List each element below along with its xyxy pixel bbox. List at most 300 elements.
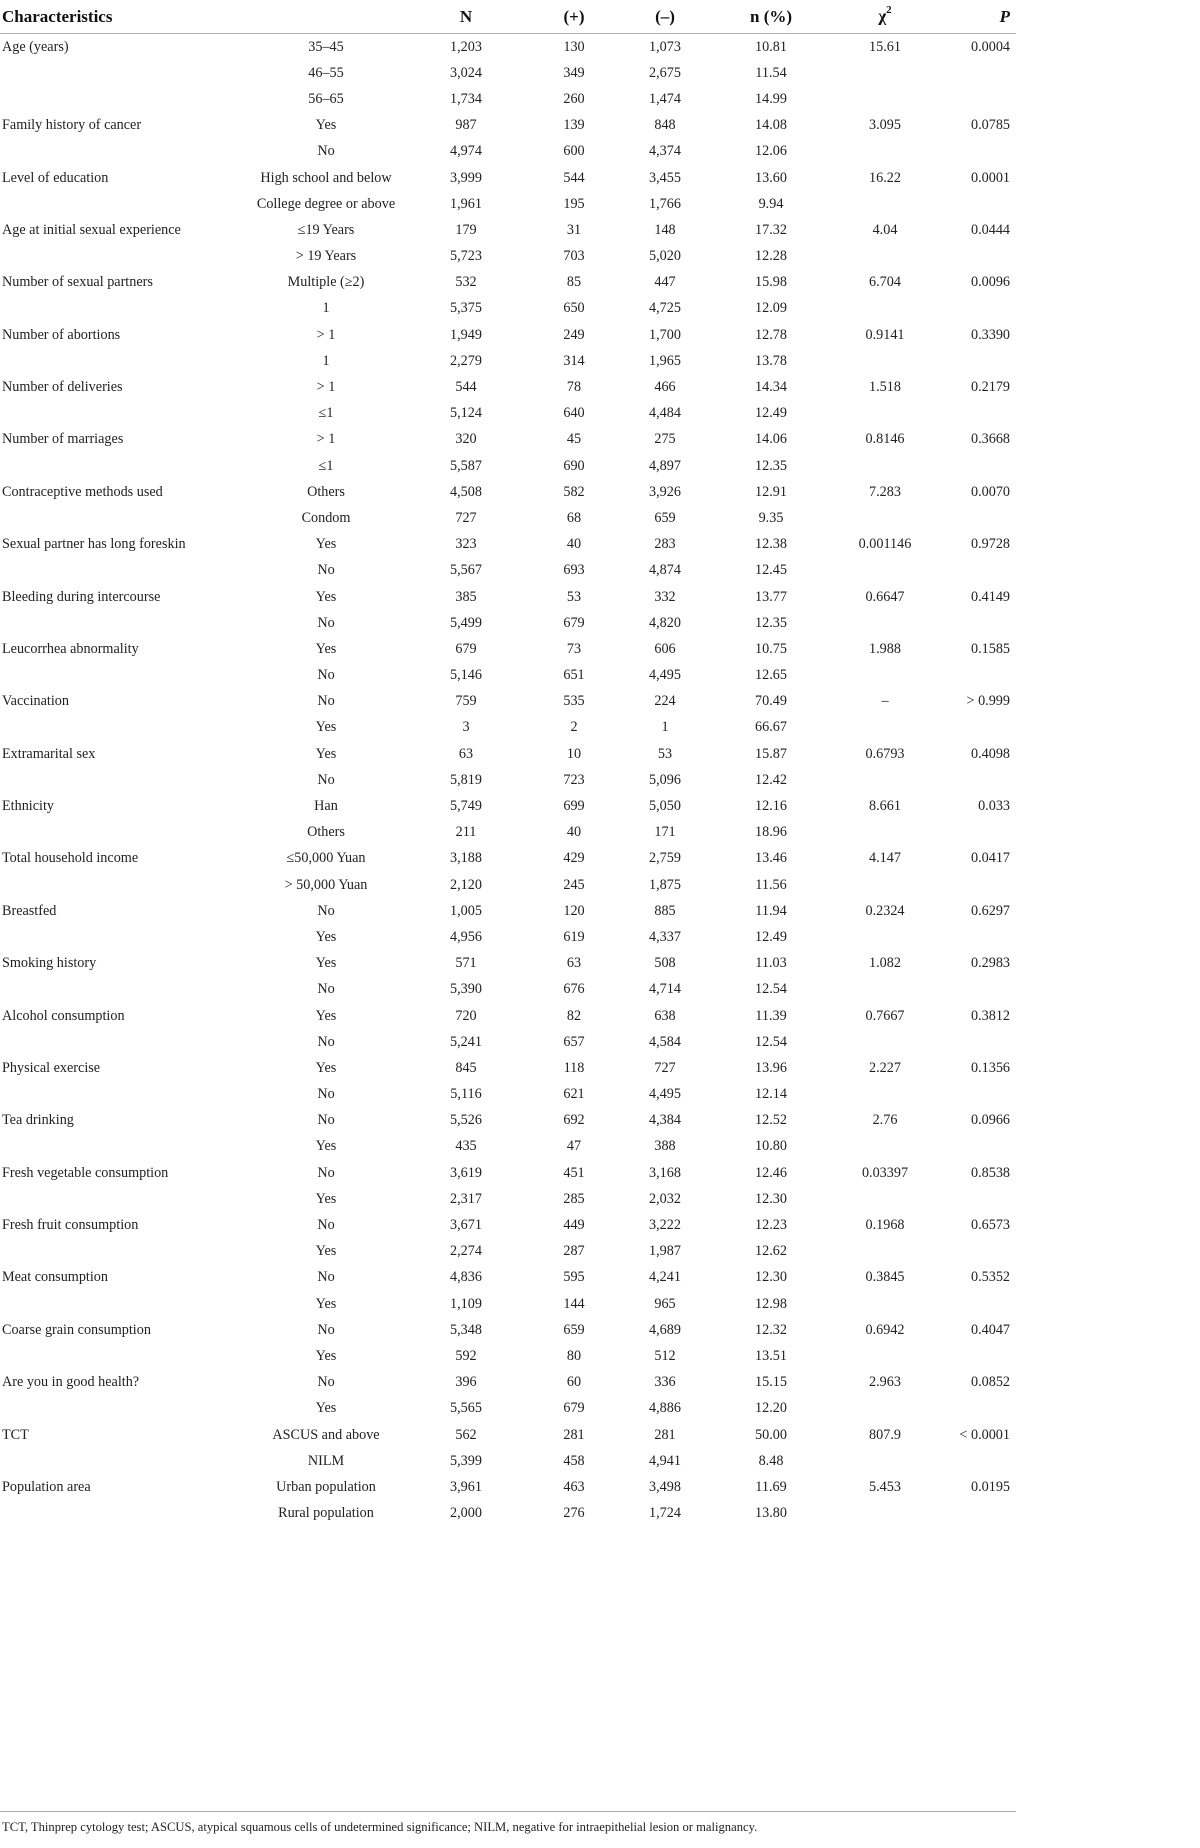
- cell-characteristic: [0, 1239, 242, 1265]
- cell-subgroup: Yes: [315, 1190, 337, 1207]
- cell-n-percent: 12.45: [755, 562, 787, 579]
- cell-p-value: 0.033: [978, 798, 1010, 815]
- table-row: [0, 532, 1016, 558]
- cell-characteristic: [0, 1396, 242, 1422]
- cell-chi-square: [838, 558, 932, 584]
- cell-positive: 449: [563, 1217, 585, 1234]
- cell-n: 4,974: [450, 143, 482, 160]
- cell-p-value: [932, 60, 1016, 86]
- cell-negative: 512: [654, 1347, 676, 1364]
- cell-characteristic: Total household income: [2, 850, 139, 867]
- cell-negative: 4,725: [649, 300, 681, 317]
- cell-n-percent: 13.51: [755, 1347, 787, 1364]
- table-row: [0, 610, 1016, 636]
- table-row: [0, 951, 1016, 977]
- cell-negative: 336: [654, 1374, 676, 1391]
- cell-n-percent: 13.77: [755, 588, 787, 605]
- cell-characteristic: Breastfed: [2, 902, 57, 919]
- cell-positive: 693: [563, 562, 585, 579]
- table-row: [0, 663, 1016, 689]
- cell-p-value: [932, 244, 1016, 270]
- table-row: [0, 1343, 1016, 1369]
- cell-subgroup: No: [317, 771, 335, 788]
- cell-subgroup: Yes: [315, 1295, 337, 1312]
- cell-chi-square: [838, 1239, 932, 1265]
- cell-n-percent: 10.80: [755, 1138, 787, 1155]
- cell-characteristic: [0, 1134, 242, 1160]
- header-subgroup: [242, 0, 410, 34]
- header-negative: (–): [626, 0, 704, 34]
- cell-p-value: [932, 610, 1016, 636]
- cell-positive: 651: [563, 667, 585, 684]
- cell-subgroup: Yes: [315, 1243, 337, 1260]
- cell-positive: 60: [566, 1374, 582, 1391]
- cell-characteristic: Smoking history: [2, 955, 97, 972]
- cell-chi-square: –: [881, 693, 889, 710]
- table-row: [0, 977, 1016, 1003]
- cell-subgroup: College degree or above: [256, 195, 396, 212]
- cell-chi-square: 5.453: [869, 1478, 901, 1495]
- cell-p-value: 0.0852: [970, 1374, 1010, 1391]
- cell-p-value: 0.6297: [970, 902, 1010, 919]
- cell-n: 2,120: [450, 876, 482, 893]
- table-row: [0, 270, 1016, 296]
- cell-subgroup: Yes: [315, 928, 337, 945]
- cell-negative: 4,495: [649, 1086, 681, 1103]
- table-row: [0, 505, 1016, 531]
- cell-subgroup: Yes: [315, 745, 337, 762]
- cell-p-value: [932, 872, 1016, 898]
- cell-subgroup: No: [317, 981, 335, 998]
- cell-n-percent: 13.78: [755, 352, 787, 369]
- cell-n: 5,499: [450, 614, 482, 631]
- cell-negative: 638: [654, 1007, 676, 1024]
- cell-p-value: 0.0785: [970, 117, 1010, 134]
- cell-p-value: 0.0417: [970, 850, 1010, 867]
- cell-positive: 659: [563, 1321, 585, 1338]
- cell-chi-square: [838, 1291, 932, 1317]
- cell-p-value: 0.1585: [970, 640, 1010, 657]
- cell-p-value: 0.5352: [970, 1269, 1010, 1286]
- cell-subgroup: No: [317, 1321, 335, 1338]
- cell-positive: 650: [563, 300, 585, 317]
- cell-chi-square: 0.8146: [865, 431, 905, 448]
- cell-chi-square: 0.1968: [865, 1217, 905, 1234]
- cell-n: 4,508: [450, 483, 482, 500]
- cell-characteristic: [0, 60, 242, 86]
- cell-positive: 245: [563, 876, 585, 893]
- table-row: [0, 1055, 1016, 1081]
- cell-n-percent: 50.00: [755, 1426, 787, 1443]
- cell-n-percent: 12.09: [755, 300, 787, 317]
- cell-chi-square: 0.03397: [861, 1164, 909, 1181]
- cell-negative: 2,759: [649, 850, 681, 867]
- header-row: [0, 0, 1016, 34]
- cell-n: 5,390: [450, 981, 482, 998]
- cell-chi-square: [838, 872, 932, 898]
- cell-n-percent: 17.32: [755, 221, 787, 238]
- cell-positive: 429: [563, 850, 585, 867]
- cell-subgroup: > 1: [316, 431, 336, 448]
- cell-n-percent: 12.28: [755, 248, 787, 265]
- cell-n: 592: [455, 1347, 477, 1364]
- cell-characteristic: Fresh fruit consumption: [2, 1217, 139, 1234]
- cell-p-value: < 0.0001: [959, 1426, 1010, 1443]
- cell-chi-square: 2.963: [869, 1374, 901, 1391]
- cell-positive: 120: [563, 902, 585, 919]
- cell-chi-square: [838, 60, 932, 86]
- header-n: N: [410, 0, 522, 34]
- cell-subgroup: Yes: [315, 1138, 337, 1155]
- cell-n-percent: 14.34: [755, 379, 787, 396]
- table-row: [0, 1029, 1016, 1055]
- cell-subgroup: No: [317, 902, 335, 919]
- cell-n: 5,348: [450, 1321, 482, 1338]
- cell-characteristic: Number of abortions: [2, 326, 121, 343]
- table-row: [0, 1160, 1016, 1186]
- cell-p-value: [932, 715, 1016, 741]
- cell-positive: 249: [563, 326, 585, 343]
- cell-p-value: 0.0966: [970, 1112, 1010, 1129]
- cell-characteristic: [0, 715, 242, 741]
- table-row: [0, 427, 1016, 453]
- cell-negative: 3,222: [649, 1217, 681, 1234]
- cell-characteristic: [0, 820, 242, 846]
- cell-positive: 463: [563, 1478, 585, 1495]
- cell-chi-square: [838, 1134, 932, 1160]
- cell-positive: 657: [563, 1033, 585, 1050]
- cell-positive: 535: [563, 693, 585, 710]
- cell-n: 845: [455, 1059, 477, 1076]
- cell-p-value: [932, 1291, 1016, 1317]
- cell-n: 1,203: [450, 38, 482, 55]
- cell-subgroup: > 1: [316, 379, 336, 396]
- cell-characteristic: Age at initial sexual experience: [2, 221, 181, 238]
- cell-n-percent: 12.32: [755, 1321, 787, 1338]
- header-chi-superscript: 2: [886, 4, 892, 17]
- cell-positive: 723: [563, 771, 585, 788]
- cell-positive: 276: [563, 1505, 585, 1522]
- cell-subgroup: Urban population: [276, 1478, 376, 1495]
- table-row: [0, 165, 1016, 191]
- cell-positive: 144: [563, 1295, 585, 1312]
- cell-chi-square: [838, 977, 932, 1003]
- cell-n: 5,567: [450, 562, 482, 579]
- cell-negative: 1,965: [649, 352, 681, 369]
- cell-characteristic: Level of education: [2, 169, 109, 186]
- cell-chi-square: 1.988: [869, 640, 901, 657]
- cell-positive: 582: [563, 483, 585, 500]
- cell-n-percent: 12.35: [755, 614, 787, 631]
- cell-subgroup: Yes: [315, 588, 337, 605]
- cell-positive: 285: [563, 1190, 585, 1207]
- cell-negative: 3,498: [649, 1478, 681, 1495]
- cell-p-value: [932, 401, 1016, 427]
- cell-negative: 1,474: [649, 90, 681, 107]
- cell-positive: 2: [570, 719, 578, 736]
- cell-positive: 63: [566, 955, 582, 972]
- cell-negative: 508: [654, 955, 676, 972]
- cell-subgroup: 1: [322, 300, 330, 317]
- cell-positive: 676: [563, 981, 585, 998]
- table-row: [0, 1082, 1016, 1108]
- cell-subgroup: No: [317, 1217, 335, 1234]
- cell-subgroup: ASCUS and above: [272, 1426, 380, 1443]
- cell-chi-square: [838, 663, 932, 689]
- cell-chi-square: [838, 453, 932, 479]
- cell-characteristic: [0, 191, 242, 217]
- cell-subgroup: No: [317, 667, 335, 684]
- cell-p-value: [932, 86, 1016, 112]
- cell-p-value: 0.0096: [970, 274, 1010, 291]
- table-row: [0, 453, 1016, 479]
- cell-subgroup: Others: [307, 824, 345, 841]
- cell-n: 2,317: [450, 1190, 482, 1207]
- cell-p-value: [932, 1501, 1016, 1527]
- cell-chi-square: 15.61: [869, 38, 901, 55]
- table-row: [0, 401, 1016, 427]
- table-row: [0, 872, 1016, 898]
- cell-p-value: [932, 1134, 1016, 1160]
- cell-n-percent: 12.91: [755, 483, 787, 500]
- cell-p-value: [932, 191, 1016, 217]
- cell-characteristic: Meat consumption: [2, 1269, 108, 1286]
- cell-n-percent: 12.14: [755, 1086, 787, 1103]
- cell-negative: 4,886: [649, 1400, 681, 1417]
- cell-characteristic: Bleeding during intercourse: [2, 588, 161, 605]
- cell-negative: 447: [654, 274, 676, 291]
- cell-characteristic: Vaccination: [2, 693, 69, 710]
- cell-chi-square: [838, 820, 932, 846]
- cell-n: 544: [455, 379, 477, 396]
- cell-n: 3,999: [450, 169, 482, 186]
- cell-n-percent: 14.99: [755, 90, 787, 107]
- cell-positive: 281: [563, 1426, 585, 1443]
- cell-characteristic: Age (years): [2, 38, 69, 55]
- cell-p-value: [932, 296, 1016, 322]
- cell-p-value: [932, 348, 1016, 374]
- cell-n-percent: 12.16: [755, 798, 787, 815]
- cell-positive: 73: [566, 640, 582, 657]
- cell-chi-square: [838, 1501, 932, 1527]
- cell-negative: 4,241: [649, 1269, 681, 1286]
- cell-subgroup: Han: [314, 798, 338, 815]
- table-row: [0, 820, 1016, 846]
- cell-subgroup: No: [317, 614, 335, 631]
- cell-n-percent: 11.69: [755, 1478, 787, 1495]
- cell-subgroup: > 1: [316, 326, 336, 343]
- cell-negative: 4,689: [649, 1321, 681, 1338]
- cell-n-percent: 13.60: [755, 169, 787, 186]
- cell-subgroup: > 50,000 Yuan: [284, 876, 368, 893]
- cell-p-value: [932, 1396, 1016, 1422]
- cell-n: 5,399: [450, 1452, 482, 1469]
- cell-n-percent: 12.54: [755, 981, 787, 998]
- header-p-value: P: [932, 0, 1016, 34]
- cell-p-value: 0.2983: [970, 955, 1010, 972]
- cell-subgroup: No: [317, 1033, 335, 1050]
- cell-chi-square: [838, 244, 932, 270]
- table-row: [0, 1108, 1016, 1134]
- cell-n: 5,241: [450, 1033, 482, 1050]
- cell-p-value: [932, 1186, 1016, 1212]
- table-row: [0, 374, 1016, 400]
- table-row: [0, 1003, 1016, 1029]
- cell-subgroup: NILM: [307, 1452, 345, 1469]
- cell-characteristic: [0, 401, 242, 427]
- cell-chi-square: 0.3845: [865, 1269, 905, 1286]
- cell-p-value: [932, 1082, 1016, 1108]
- cell-n: 720: [455, 1007, 477, 1024]
- cell-p-value: [932, 453, 1016, 479]
- cell-n-percent: 11.03: [755, 955, 787, 972]
- cell-negative: 4,820: [649, 614, 681, 631]
- cell-negative: 965: [654, 1295, 676, 1312]
- cell-characteristic: Extramarital sex: [2, 745, 96, 762]
- cell-p-value: 0.4047: [970, 1321, 1010, 1338]
- cell-characteristic: Coarse grain consumption: [2, 1321, 151, 1338]
- cell-subgroup: Yes: [315, 1347, 337, 1364]
- table-row: [0, 34, 1016, 61]
- cell-negative: 848: [654, 117, 676, 134]
- header-n-percent: n (%): [704, 0, 838, 34]
- cell-negative: 4,714: [649, 981, 681, 998]
- cell-characteristic: [0, 1291, 242, 1317]
- cell-n-percent: 14.06: [755, 431, 787, 448]
- cell-subgroup: ≤1: [318, 405, 334, 422]
- table-row: [0, 689, 1016, 715]
- cell-p-value: 0.8538: [970, 1164, 1010, 1181]
- cell-negative: 4,495: [649, 667, 681, 684]
- cell-positive: 640: [563, 405, 585, 422]
- cell-subgroup: No: [317, 562, 335, 579]
- cell-n-percent: 15.15: [755, 1374, 787, 1391]
- cell-p-value: [932, 1029, 1016, 1055]
- cell-n-percent: 12.49: [755, 928, 787, 945]
- cell-chi-square: [838, 715, 932, 741]
- cell-negative: 3,926: [649, 483, 681, 500]
- cell-chi-square: 2.227: [869, 1059, 901, 1076]
- cell-negative: 1,724: [649, 1505, 681, 1522]
- cell-n: 1,005: [450, 902, 482, 919]
- cell-characteristic: [0, 453, 242, 479]
- cell-negative: 148: [654, 221, 676, 238]
- cell-n: 1,949: [450, 326, 482, 343]
- cell-characteristic: [0, 977, 242, 1003]
- cell-n: 759: [455, 693, 477, 710]
- cell-characteristic: Number of sexual partners: [2, 274, 153, 291]
- cell-p-value: 0.6573: [970, 1217, 1010, 1234]
- cell-chi-square: 8.661: [869, 798, 901, 815]
- cell-negative: 4,337: [649, 928, 681, 945]
- table-row: [0, 1370, 1016, 1396]
- cell-n: 4,956: [450, 928, 482, 945]
- cell-chi-square: [838, 505, 932, 531]
- cell-n: 727: [455, 509, 477, 526]
- cell-p-value: [932, 820, 1016, 846]
- header-chi-symbol: χ: [878, 6, 887, 26]
- cell-negative: 1,875: [649, 876, 681, 893]
- cell-chi-square: [838, 1448, 932, 1474]
- cell-subgroup: Yes: [315, 117, 337, 134]
- cell-chi-square: [838, 767, 932, 793]
- table-row: [0, 636, 1016, 662]
- table-row: [0, 348, 1016, 374]
- cell-negative: 3,168: [649, 1164, 681, 1181]
- cell-n: 320: [455, 431, 477, 448]
- table-row: [0, 924, 1016, 950]
- cell-p-value: 0.3668: [970, 431, 1010, 448]
- cell-n: 3,024: [450, 64, 482, 81]
- cell-characteristic: [0, 348, 242, 374]
- cell-n: 3: [462, 719, 470, 736]
- cell-negative: 3,455: [649, 169, 681, 186]
- table-row: [0, 1474, 1016, 1500]
- cell-positive: 287: [563, 1243, 585, 1260]
- cell-n: 3,188: [450, 850, 482, 867]
- cell-characteristic: [0, 505, 242, 531]
- cell-positive: 80: [566, 1347, 582, 1364]
- cell-n-percent: 11.56: [755, 876, 787, 893]
- table-row: [0, 1186, 1016, 1212]
- cell-subgroup: ≤50,000 Yuan: [286, 850, 366, 867]
- table-row: [0, 1422, 1016, 1448]
- cell-positive: 703: [563, 248, 585, 265]
- cell-characteristic: [0, 558, 242, 584]
- cell-positive: 195: [563, 195, 585, 212]
- cell-n-percent: 12.65: [755, 667, 787, 684]
- cell-n-percent: 8.48: [758, 1452, 784, 1469]
- cell-positive: 451: [563, 1164, 585, 1181]
- cell-n: 435: [455, 1138, 477, 1155]
- cell-n-percent: 12.23: [755, 1217, 787, 1234]
- cell-positive: 53: [566, 588, 582, 605]
- table-row: [0, 1134, 1016, 1160]
- cell-negative: 53: [657, 745, 673, 762]
- cell-subgroup: No: [317, 143, 335, 160]
- cell-positive: 458: [563, 1452, 585, 1469]
- cell-negative: 4,584: [649, 1033, 681, 1050]
- cell-n-percent: 13.96: [755, 1059, 787, 1076]
- cell-positive: 45: [566, 431, 582, 448]
- cell-n: 385: [455, 588, 477, 605]
- cell-characteristic: Population area: [2, 1478, 91, 1495]
- cell-subgroup: Condom: [301, 509, 351, 526]
- cell-characteristic: [0, 1501, 242, 1527]
- cell-n: 4,836: [450, 1269, 482, 1286]
- cell-p-value: [932, 663, 1016, 689]
- cell-n: 5,116: [450, 1086, 482, 1103]
- cell-characteristic: Family history of cancer: [2, 117, 142, 134]
- cell-p-value: 0.4149: [970, 588, 1010, 605]
- cell-n: 1,961: [450, 195, 482, 212]
- cell-n: 323: [455, 536, 477, 553]
- table-row: [0, 715, 1016, 741]
- cell-positive: 260: [563, 90, 585, 107]
- cell-characteristic: [0, 1186, 242, 1212]
- cell-chi-square: [838, 139, 932, 165]
- cell-n: 3,671: [450, 1217, 482, 1234]
- cell-positive: 692: [563, 1112, 585, 1129]
- cell-characteristic: [0, 1082, 242, 1108]
- cell-characteristic: Ethnicity: [2, 798, 55, 815]
- cell-subgroup: Others: [307, 483, 345, 500]
- cell-negative: 1,987: [649, 1243, 681, 1260]
- cell-negative: 659: [654, 509, 676, 526]
- cell-p-value: > 0.999: [966, 693, 1010, 710]
- cell-chi-square: 3.095: [869, 117, 901, 134]
- cell-chi-square: [838, 924, 932, 950]
